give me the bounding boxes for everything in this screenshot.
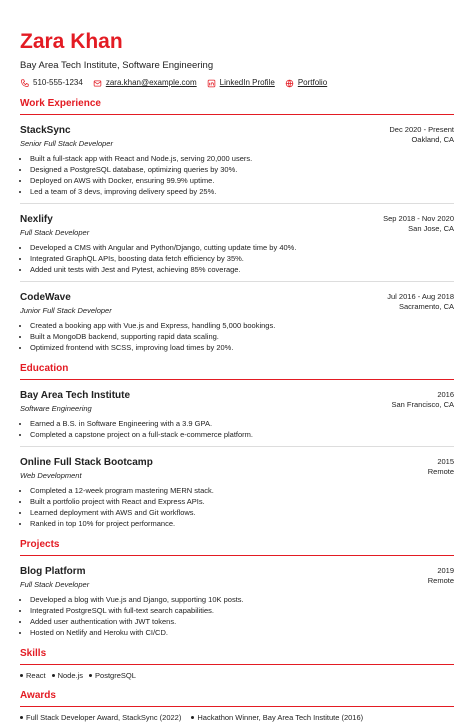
bullet-item: • Integrated GraphQL APIs, boosting data fetch efficiency by 35%. [30,253,454,264]
resume-name: Zara Khan [20,30,123,53]
job-date: Sep 2018 - Nov 2020 [383,214,454,223]
job-role: Senior Full Stack Developer [20,139,113,148]
company-name: CodeWave [20,292,71,303]
bullet-item: • Built a portfolio project with React and Express APIs. [30,496,454,507]
award-label: Hackathon Winner, Bay Area Tech Institute (2016) [197,713,364,722]
projects-section-title: Projects [20,539,60,550]
section-divider [20,706,454,707]
section-divider [20,114,454,115]
bullet-item: • Developed a CMS with Angular and Python/Django, cutting update time by 40%. [30,242,454,253]
bullet-item: • Created a booking app with Vue.js and Express, handling 5,000 bookings. [30,320,454,331]
bullet-item: • Learned deployment with AWS and Git workflows. [30,507,454,518]
linkedin-icon [207,79,216,88]
job-location: San Jose, CA [408,224,454,233]
project-bullets [20,594,454,638]
portfolio-contact[interactable] [285,78,327,88]
job-bullets [20,242,454,275]
job-bullets [20,153,454,197]
job-location: Oakland, CA [411,135,454,144]
bullet-item: • Added user authentication with JWT tokens. [30,616,454,627]
skill-item [52,671,83,680]
work-entry [20,125,454,204]
bullet-item: • Built a MongoDB backend, supporting rapid data scaling. [30,331,454,342]
award-item [20,713,181,722]
email-icon [93,79,102,88]
section-divider [20,555,454,556]
awards-section-title: Awards [20,690,56,701]
award-item [191,713,363,722]
education-entry [20,457,454,529]
work-entry [20,292,454,353]
company-name: Nexlify [20,214,53,225]
school-location: San Francisco, CA [391,400,454,409]
portfolio-link[interactable]: Portfolio [297,78,328,87]
bullet-item: • Developed a blog with Vue.js and Django, supporting 10K posts. [30,594,454,605]
bullet-item: • Deployed on AWS with Docker, ensuring 99.9% uptime. [30,175,454,186]
bullet-item: • Earned a B.S. in Software Engineering with a 3.9 GPA. [30,418,454,429]
skills-list [20,671,454,680]
bullet-item: • Optimized frontend with SCSS, improving load times by 20%. [30,342,454,353]
project-date: 2019 [437,566,454,575]
bullet-item: • Integrated PostgreSQL with full-text search capabilities. [30,605,454,616]
school-date: 2016 [437,390,454,399]
linkedin-link[interactable]: LinkedIn Profile [219,78,275,87]
work-entry [20,214,454,282]
bullet-item: • Completed a capstone project on a full-stack e-commerce platform. [30,429,454,440]
school-name: Online Full Stack Bootcamp [20,457,153,468]
skill-label: PostgreSQL [95,671,136,680]
entry-divider [20,203,454,204]
bullet-item: • Led a team of 3 devs, improving delivery speed by 25%. [30,186,454,197]
bullet-item: • Built a full-stack app with React and Node.js, serving 20,000 users. [30,153,454,164]
awards-list [20,713,454,722]
education-bullets [20,485,454,529]
education-bullets [20,418,454,440]
school-name: Bay Area Tech Institute [20,390,131,401]
school-field: Software Engineering [20,404,92,413]
skill-item [89,671,136,680]
education-entry [20,390,454,447]
education-section-title: Education [20,363,69,374]
section-divider [20,664,454,665]
contact-row [20,78,454,88]
email-contact[interactable] [93,78,197,88]
school-date: 2015 [437,457,454,466]
skill-label: Node.js [57,671,84,680]
project-entry [20,566,454,638]
job-location: Sacramento, CA [398,302,454,311]
skills-section-title: Skills [20,648,47,659]
globe-icon [285,79,294,88]
entry-divider [20,446,454,447]
section-divider [20,379,454,380]
phone-contact [20,78,83,88]
bullet-item: • Designed a PostgreSQL database, optimizing queries by 30%. [30,164,454,175]
project-name: Blog Platform [20,566,86,577]
job-bullets [20,320,454,353]
linkedin-contact[interactable] [207,78,275,88]
job-role: Full Stack Developer [20,228,90,237]
resume-subtitle: Bay Area Tech Institute, Software Engineering [20,60,214,71]
phone-text: 510-555-1234 [33,78,83,87]
work-section-title: Work Experience [20,98,101,109]
school-location: Remote [427,467,454,476]
entry-divider [20,281,454,282]
bullet-item: • Added unit tests with Jest and Pytest, achieving 85% coverage. [30,264,454,275]
bullet-item: • Ranked in top 10% for project performance. [30,518,454,529]
email-link[interactable]: zara.khan@example.com [105,78,197,87]
project-location: Remote [427,576,454,585]
phone-icon [20,79,29,88]
bullet-item: • Completed a 12-week program mastering MERN stack. [30,485,454,496]
award-label: Full Stack Developer Award, StackSync (2022) [26,713,182,722]
job-date: Jul 2016 - Aug 2018 [387,292,454,301]
company-name: StackSync [20,125,71,136]
bullet-item: • Hosted on Netlify and Heroku with CI/CD. [30,627,454,638]
job-role: Junior Full Stack Developer [20,306,112,315]
job-date: Dec 2020 - Present [389,125,454,134]
school-field: Web Development [20,471,82,480]
project-role: Full Stack Developer [20,580,90,589]
skill-item [20,671,46,680]
skill-label: React [26,671,46,680]
